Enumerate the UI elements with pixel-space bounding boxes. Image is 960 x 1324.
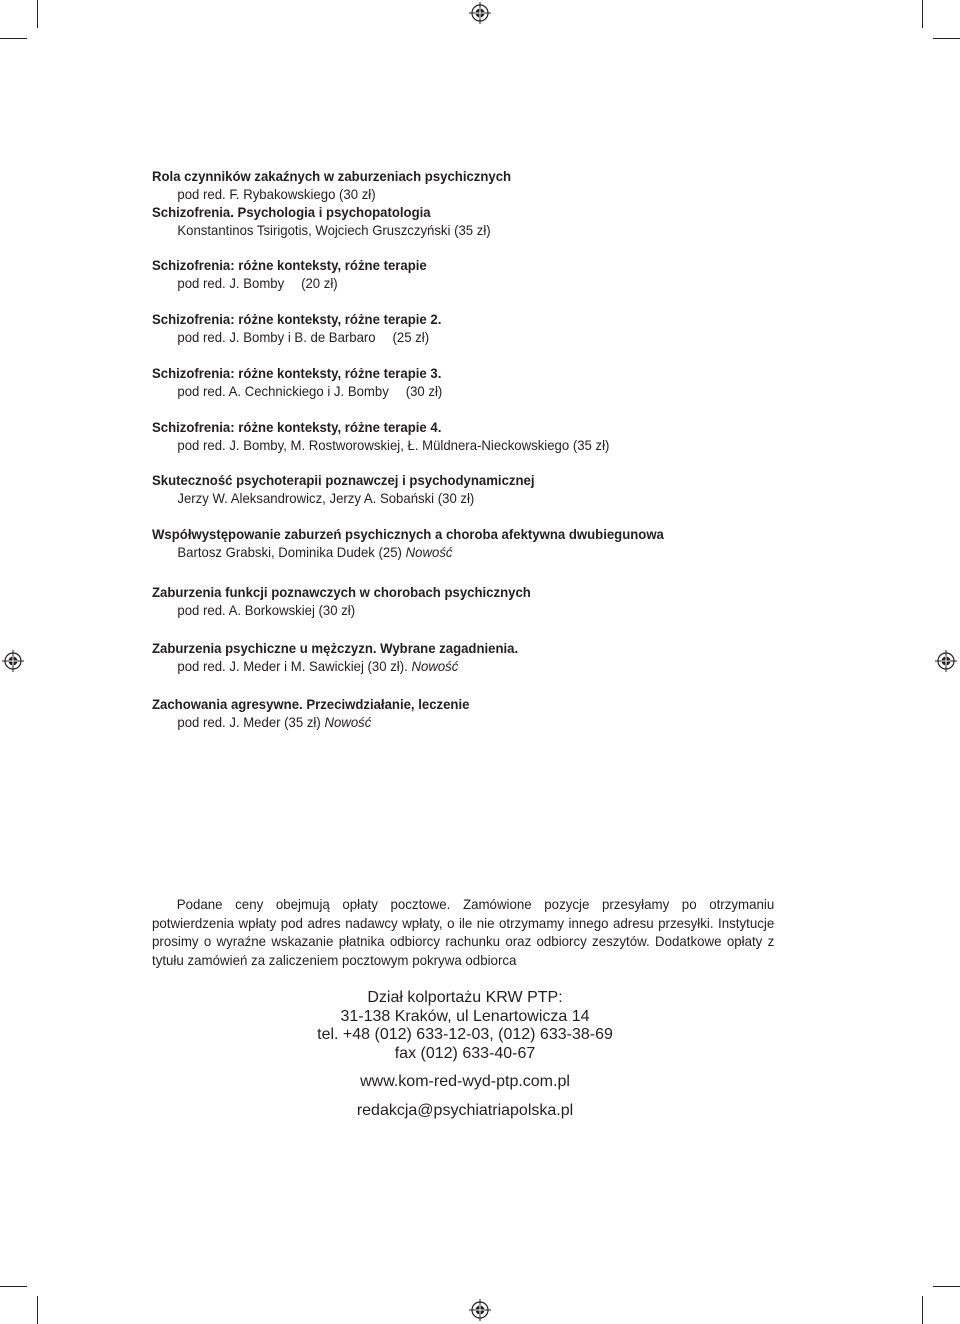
- pricing-note-text: Podane ceny obejmują opłaty pocztowe. Zamówione pozycje przesyłamy po otrzymaniu potwierdzenia wpłaty pod adres nadawcy wpłaty, o ile nie otrzymamy innego adresu przesyłki. Instytucje prosimy o wyraźne wskazanie płatnika odbiorcy rachunku oraz odbiorcy zeszytów. Dodatkowe opłaty z tytułu zamówień za zaliczeniem pocztowym pokrywa odbiorca: [152, 896, 775, 968]
- book-entry: [152, 203, 792, 239]
- book-details: [152, 274, 754, 292]
- book-entry: [152, 418, 792, 454]
- book-author: pod red. J. Bomby: [177, 275, 285, 291]
- crop-mark-top-right: [933, 38, 960, 39]
- book-author-price: Bartosz Grabski, Dominika Dudek (25): [177, 544, 402, 560]
- book-entry: [152, 310, 792, 346]
- book-entry: [152, 525, 792, 561]
- crop-mark-bottom-left-v: [37, 1296, 38, 1324]
- book-list: [152, 167, 792, 731]
- contact-website-link[interactable]: www.kom-red-wyd-ptp.com.pl: [360, 1073, 570, 1090]
- book-details: [152, 382, 754, 400]
- book-entry: [152, 167, 792, 203]
- book-title: Skuteczność psychoterapii poznawczej i psychodynamicznej: [152, 472, 535, 488]
- book-details: [152, 489, 754, 507]
- book-author-price: pod red. J. Bomby, M. Rostworowskiej, Ł. Müldnera-Nieckowskiego (35 zł): [177, 437, 610, 453]
- crop-mark-bottom-right: [933, 1286, 960, 1287]
- book-details: [152, 657, 754, 675]
- book-details: [152, 436, 754, 454]
- book-details: [152, 713, 754, 731]
- book-title: Zaburzenia psychiczne u mężczyzn. Wybrane zagadnienia.: [152, 640, 519, 656]
- book-entry: [152, 583, 792, 619]
- contact-phone: tel. +48 (012) 633-12-03, (012) 633-38-69: [317, 1026, 613, 1043]
- book-price: (30 zł): [405, 383, 443, 399]
- new-badge: Nowość: [411, 658, 459, 674]
- book-entry: [152, 364, 792, 400]
- registration-mark-icon: [935, 650, 957, 672]
- book-details: [152, 543, 754, 561]
- registration-mark-icon: [469, 1299, 491, 1321]
- contact-block: [240, 989, 690, 1120]
- book-title: Schizofrenia: różne konteksty, różne terapie 2.: [152, 311, 442, 327]
- book-author-price: Konstantinos Tsirigotis, Wojciech Gruszczyński (35 zł): [177, 222, 491, 238]
- book-author: pod red. J. Bomby i B. de Barbaro: [177, 329, 376, 345]
- book-title: Zaburzenia funkcji poznawczych w chorobach psychicznych: [152, 584, 531, 600]
- book-entry: [152, 471, 792, 507]
- contact-email-link[interactable]: redakcja@psychiatriapolska.pl: [356, 1101, 574, 1119]
- contact-fax: fax (012) 633-40-67: [394, 1044, 536, 1062]
- book-price: (25 zł): [392, 329, 430, 345]
- book-details: [152, 328, 754, 346]
- book-details: [152, 221, 754, 239]
- crop-mark-bottom-left: [0, 1286, 27, 1287]
- crop-mark-top-left-v: [37, 0, 38, 28]
- contact-dept: Dział kolportażu KRW PTP:: [367, 989, 563, 1006]
- book-author-price: pod red. J. Meder i M. Sawickiej (30 zł).: [177, 658, 408, 674]
- registration-mark-icon: [469, 2, 491, 24]
- book-title: Schizofrenia: różne konteksty, różne terapie 3.: [152, 365, 442, 381]
- crop-mark-bottom-right-v: [922, 1296, 923, 1324]
- book-author: pod red. A. Cechnickiego i J. Bomby: [177, 383, 389, 399]
- crop-mark-top-left: [0, 38, 27, 39]
- book-entry: [152, 639, 792, 675]
- book-title: Schizofrenia: różne konteksty, różne terapie 4.: [152, 419, 442, 435]
- contact-address: 31-138 Kraków, ul Lenartowicza 14: [340, 1007, 590, 1025]
- book-title: Schizofrenia. Psychologia i psychopatologia: [152, 204, 431, 220]
- book-author-price: pod red. A. Borkowskiej (30 zł): [177, 602, 356, 618]
- book-entry: [152, 695, 792, 731]
- book-title: Współwystępowanie zaburzeń psychicznych a choroba afektywna dwubiegunowa: [152, 526, 664, 542]
- book-author-price: Jerzy W. Aleksandrowicz, Jerzy A. Sobański (30 zł): [177, 490, 475, 506]
- book-author-price: pod red. F. Rybakowskiego (30 zł): [177, 186, 376, 202]
- book-details: [152, 185, 754, 203]
- book-title: Zachowania agresywne. Przeciwdziałanie, leczenie: [152, 696, 470, 712]
- book-price: (20 zł): [301, 275, 338, 291]
- book-entry: [152, 256, 792, 292]
- pricing-note: [152, 895, 774, 969]
- new-badge: Nowość: [324, 714, 372, 730]
- registration-mark-icon: [2, 650, 24, 672]
- new-badge: Nowość: [405, 544, 453, 560]
- book-title: Schizofrenia: różne konteksty, różne terapie: [152, 257, 427, 273]
- book-author-price: pod red. J. Meder (35 zł): [177, 714, 321, 730]
- crop-mark-top-right-v: [922, 0, 923, 28]
- book-details: [152, 601, 754, 619]
- book-title: Rola czynników zakaźnych w zaburzeniach psychicznych: [152, 168, 512, 184]
